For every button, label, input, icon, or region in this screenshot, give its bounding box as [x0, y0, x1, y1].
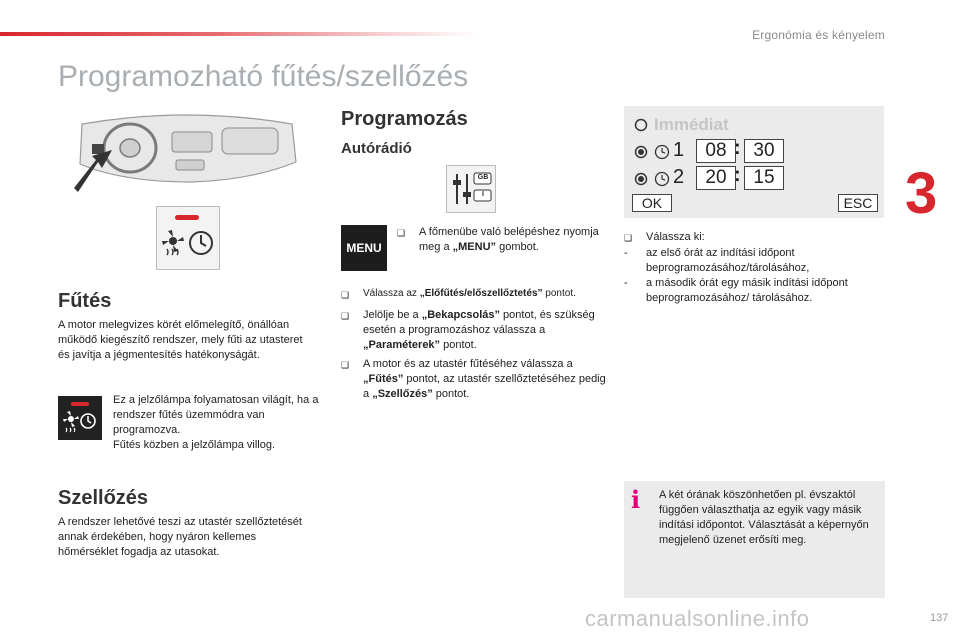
- step-bullet: ❑: [341, 311, 350, 321]
- indicator-lamp-text-flashing: Fűtés közben a jelzőlámpa villog.: [113, 439, 276, 451]
- timer-display-screen: [624, 106, 884, 218]
- indicator-lamp-icon: [58, 396, 102, 440]
- select-intro: Válassza ki:: [646, 231, 705, 243]
- step-select-mode: ❑ A motor és az utastér fűtéséhez válassza a „Fűtés” pontot, az utastér szellőztetéséhez pedig a „Szellőzés” pontot.: [341, 358, 606, 400]
- ventilation-heading: Szellőzés: [58, 487, 149, 509]
- timer2-minute-field[interactable]: 15: [744, 166, 784, 190]
- flag-i-label: I: [482, 191, 484, 198]
- radio-selected-icon[interactable]: [634, 145, 648, 159]
- step-bullet: ❑: [624, 233, 633, 243]
- timer2-hour-field[interactable]: 20: [696, 166, 736, 190]
- heater-control-icon: [156, 206, 220, 270]
- step-bullet: ❑: [341, 290, 350, 300]
- select-item-first-clock: - az első órát az indítási időpont beprogramozásához/tárolásához,: [624, 247, 810, 274]
- timer1-index: 1: [673, 139, 685, 161]
- dashboard-illustration: [72, 110, 302, 194]
- chapter-number: 3: [905, 161, 938, 226]
- timer1-minute-field[interactable]: 30: [744, 139, 784, 163]
- step-bullet: ❑: [341, 360, 350, 370]
- heating-heading: Fűtés: [58, 290, 112, 312]
- flag-gb-label: GB: [477, 174, 489, 181]
- select-instructions: [624, 230, 874, 306]
- programming-heading: Programozás: [341, 108, 468, 130]
- esc-button[interactable]: ESC: [838, 194, 878, 212]
- info-icon: i: [631, 485, 641, 514]
- menu-button[interactable]: MENU: [341, 225, 387, 271]
- timer1-hour-field[interactable]: 08: [696, 139, 736, 163]
- radio-heading: Autórádió: [341, 140, 412, 157]
- info-text: A két órának köszönhetően pl. évszaktól függően választhatja az egyik vagy másik indítási időpontot. Választását a képernyőn megjelenő üzenet erősíti meg.: [659, 489, 869, 546]
- step-select-preheat: ❑ Válassza az „Előfűtés/előszellőztetés” pontot.: [341, 288, 576, 300]
- heating-description: A motor melegvizes körét előmelegítő, önállóan működő kiegészítő rendszer, mely fűti az utasteret és javítja a jégmentesítés hatékonyságát.: [58, 319, 303, 361]
- page-title: Programozható fűtés/szellőzés: [58, 60, 469, 93]
- ventilation-description: A rendszer lehetővé teszi az utastér szellőztetését annak érdekében, hogy nyáron kellemes hőmérséklet fogadja az utasokat.: [58, 516, 302, 558]
- watermark: carmanualsonline.info: [585, 606, 810, 631]
- step-bullet: ❑: [397, 228, 406, 238]
- timer1-separator: :: [734, 137, 741, 159]
- timer2-index: 2: [673, 166, 685, 188]
- ok-button[interactable]: OK: [632, 194, 672, 212]
- indicator-lamp-text: [113, 393, 323, 453]
- option-immediate[interactable]: Immédiat: [654, 115, 729, 134]
- page-number: 137: [930, 612, 949, 624]
- radio-selected-icon[interactable]: [634, 172, 648, 186]
- step-activate: ❑ Jelölje be a „Bekapcsolás” pontot, és szükség esetén a programozáshoz válassza a „Paraméterek” pontot.: [341, 309, 595, 351]
- clock-icon: [654, 171, 670, 187]
- indicator-lamp-text-steady: Ez a jelzőlámpa folyamatosan világít, ha a rendszer fűtés üzemmódra van programozva.: [113, 394, 319, 436]
- language-settings-icon: [446, 165, 496, 213]
- clock-icon: [654, 144, 670, 160]
- section-label: Ergonómia és kényelem: [752, 28, 885, 42]
- select-intro-row: [624, 230, 874, 246]
- radio-unselected-icon[interactable]: [634, 118, 648, 132]
- step-enter-menu: ❑ A főmenübe való belépéshez nyomja meg a „MENU” gombot.: [397, 226, 599, 253]
- header-accent-bar: [0, 32, 480, 36]
- timer2-separator: :: [734, 164, 741, 186]
- select-item-second-clock: - a második órát egy másik indítási időpont beprogramozásához/ tárolásához.: [624, 277, 848, 304]
